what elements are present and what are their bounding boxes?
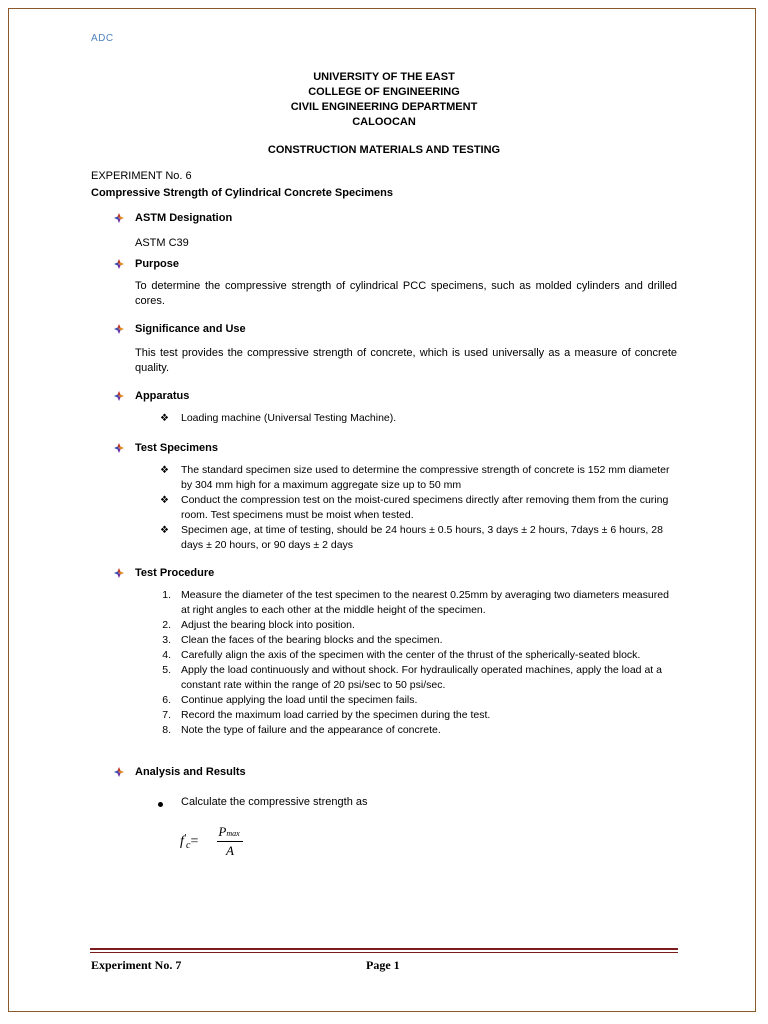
experiment-title: Compressive Strength of Cylindrical Concrete Specimens: [91, 187, 393, 199]
footer-experiment: Experiment No. 7: [91, 958, 182, 972]
pinwheel-arrow-icon: [114, 767, 124, 777]
footer-rule-thin: [90, 952, 678, 953]
procedure-step: 5. Apply the load continuously and without shock. For hydraulically operated machines, apply the load at a constant rate within the range of 20 psi/sec to 50 psi/sec.: [162, 664, 662, 691]
title-college: COLLEGE OF ENGINEERING: [308, 86, 460, 98]
section-heading: Significance and Use: [135, 323, 246, 335]
purpose-text: To determine the compressive strength of cylindrical PCC specimens, such as molded cylinders and drilled cores.: [135, 280, 677, 307]
fraction-bar: [217, 841, 243, 842]
bullet-dot-icon: [158, 802, 163, 807]
formula-denominator: A: [226, 843, 234, 858]
apparatus-list: [160, 411, 678, 426]
list-item: ❖ Conduct the compression test on the moist-cured specimens directly after removing them from the curing room. Test specimens must be moist when tested.: [160, 494, 669, 521]
pinwheel-arrow-icon: [114, 568, 124, 578]
formula-lhs: $f'_c=$: [180, 833, 199, 851]
section-heading: Analysis and Results: [135, 766, 246, 778]
procedure-step: 8. Note the type of failure and the appearance of concrete.: [162, 724, 441, 736]
procedure-step: 4. Carefully align the axis of the specimen with the center of the thrust of the spherically-seated block.: [162, 649, 641, 661]
diamond-bullet-icon: ❖: [160, 465, 169, 476]
list-item: ❖ Specimen age, at time of testing, should be 24 hours ± 0.5 hours, 3 days ± 2 hours, 7days ± 6 hours, 28 days ± 20 hours, or 90 days ± 2 days: [160, 524, 663, 551]
title-campus: CALOOCAN: [352, 116, 416, 128]
procedure-step: 6. Continue applying the load until the specimen fails.: [162, 694, 418, 706]
header-mark: ADC: [91, 33, 114, 44]
pinwheel-arrow-icon: [114, 259, 124, 269]
procedure-step: 7. Record the maximum load carried by the specimen during the test.: [162, 709, 491, 721]
footer-page-number: Page 1: [366, 958, 400, 972]
specimens-list: [160, 463, 678, 553]
pinwheel-arrow-icon: [114, 324, 124, 334]
list-item: ❖ The standard specimen size used to determine the compressive strength of concrete is 152 mm diameter by 304 mm high for a maximum aggregate size up to 50 mm: [160, 464, 670, 491]
procedure-step: 1. Measure the diameter of the test specimen to the nearest 0.25mm by averaging two diameters measured at right angles to each other at the middle height of the specimen.: [162, 589, 669, 616]
title-block: [0, 70, 768, 130]
experiment-number: EXPERIMENT No. 6: [91, 170, 192, 182]
section-heading: Purpose: [135, 258, 180, 270]
diamond-bullet-icon: ❖: [160, 495, 169, 506]
procedure-step: 2. Adjust the bearing block into position.: [162, 619, 355, 631]
section-heading: ASTM Designation: [135, 212, 233, 224]
list-item: ❖ Loading machine (Universal Testing Machine).: [160, 412, 397, 424]
title-university: UNIVERSITY OF THE EAST: [313, 71, 455, 83]
procedure-step: 3. Clean the faces of the bearing blocks and the specimen.: [162, 634, 443, 646]
section-heading: Test Specimens: [135, 442, 218, 454]
significance-text: This test provides the compressive strength of concrete, which is used universally as a measure of concrete quality.: [135, 347, 677, 374]
pinwheel-arrow-icon: [114, 443, 124, 453]
procedure-list: [155, 588, 680, 738]
section-heading: Test Procedure: [135, 567, 215, 579]
footer-rule-thick: [90, 948, 678, 950]
astm-value: ASTM C39: [135, 237, 189, 249]
course-title: CONSTRUCTION MATERIALS AND TESTING: [267, 144, 501, 156]
diamond-bullet-icon: ❖: [160, 525, 169, 536]
pinwheel-arrow-icon: [114, 213, 124, 223]
section-heading: Apparatus: [135, 390, 190, 402]
pinwheel-arrow-icon: [114, 391, 124, 401]
title-department: CIVIL ENGINEERING DEPARTMENT: [290, 101, 478, 113]
diamond-bullet-icon: ❖: [160, 413, 169, 424]
formula-numerator: Pmax: [218, 824, 240, 839]
